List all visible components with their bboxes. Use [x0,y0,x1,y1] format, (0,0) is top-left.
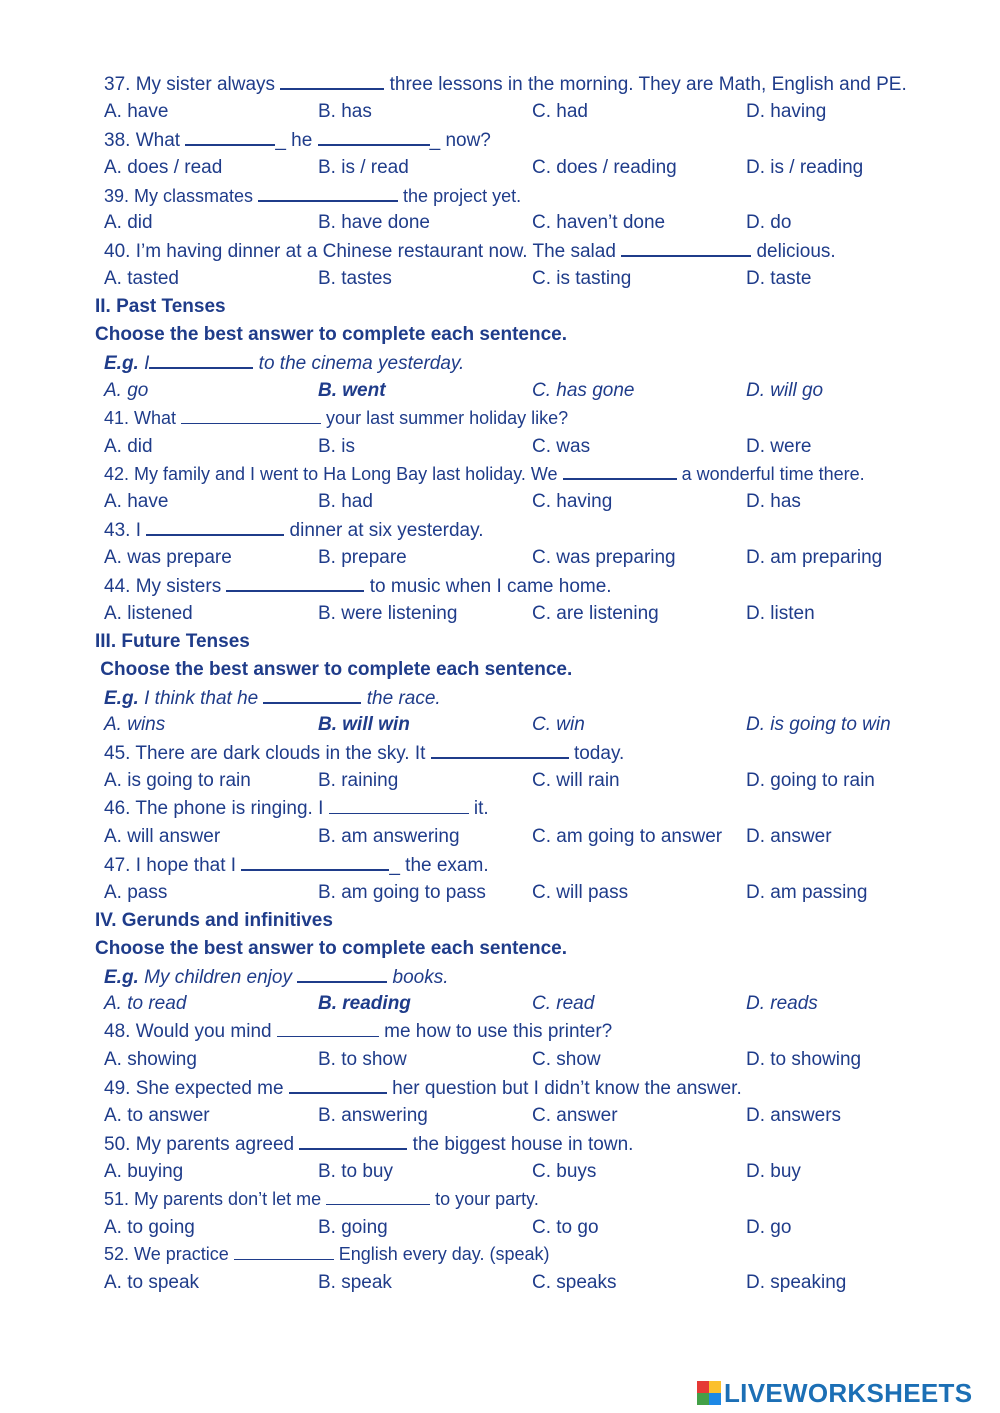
question [0,739,1000,767]
question [0,1018,1000,1046]
question-text: a wonderful time there. [676,464,865,485]
answer-option[interactable]: B. tastes [318,268,392,290]
answer-blank[interactable] [326,1186,430,1205]
answer-option[interactable]: A. to answer [104,1104,210,1126]
answer-option[interactable]: B. were listening [318,602,458,624]
question-text: English every day. (speak) [333,1244,550,1265]
answer-option[interactable]: D. am passing [746,881,868,903]
question-text: I [138,352,150,374]
question-text: the race. [361,687,441,709]
answer-option[interactable]: A. will answer [104,826,221,848]
answer-option[interactable]: B. had [318,491,373,513]
answer-blank[interactable] [299,1130,407,1150]
question-text: 47. I hope that I [104,854,242,876]
answer-option[interactable]: A. was prepare [104,547,232,569]
question [0,851,1000,879]
answer-options [0,154,1000,182]
example-option: B. went [318,379,386,401]
answer-options [0,265,1000,293]
question [0,1074,1000,1102]
answer-options [0,1158,1000,1186]
answer-option[interactable]: C. had [532,100,588,122]
answer-option[interactable]: A. tasted [104,268,179,290]
answer-blank[interactable] [181,405,321,424]
question-text: 39. My classmates [104,185,259,206]
example-label: E.g. [104,352,139,374]
answer-option[interactable]: B. am answering [318,826,460,848]
answer-option[interactable]: B. going [318,1216,388,1238]
answer-option[interactable]: A. to speak [104,1272,200,1294]
question-text: My children enjoy [138,966,298,988]
example-option: D. is going to win [746,714,891,736]
answer-blank[interactable] [277,1018,379,1037]
question-text: 41. What [104,407,182,428]
answer-option[interactable]: D. taste [746,268,812,290]
question-text: the project yet. [398,185,522,206]
answer-option[interactable]: C. haven’t done [532,212,666,234]
answer-options [0,1269,1000,1297]
answer-blank[interactable] [289,1074,387,1094]
liveworksheets-logo-text: LIVEWORKSHEETS [724,1377,973,1408]
question-text: _ he [275,129,318,151]
answer-option[interactable]: C. does / reading [532,156,677,178]
answer-option[interactable]: D. do [746,212,792,234]
answer-option[interactable]: A. to going [104,1216,195,1238]
answer-option[interactable]: D. were [746,435,812,457]
answer-options [0,1214,1000,1242]
answer-option[interactable]: A. pass [104,881,168,903]
answer-option[interactable]: B. answering [318,1104,428,1126]
question-text: 45. There are dark clouds in the sky. It [104,743,431,765]
question-text: 37. My sister always [104,74,281,95]
example-sentence [0,684,1000,712]
question [0,1186,1000,1214]
question-text: _ now? [429,129,491,151]
question-text: her question but I didn’t know the answer. [386,1078,742,1100]
question-text: dinner at six yesterday. [284,520,484,542]
question-text: to music when I came home. [364,576,612,598]
answer-option[interactable]: C. buys [532,1160,597,1182]
answer-blank[interactable] [280,70,384,90]
answer-option[interactable]: B. speak [318,1272,392,1294]
worksheet [0,70,1000,1297]
answer-option[interactable]: B. to buy [318,1160,393,1182]
answer-options [0,823,1000,851]
question-text: 43. I [104,520,147,542]
liveworksheets-logo [697,1377,972,1409]
answer-option[interactable]: D. has [746,491,801,513]
question-text: delicious. [751,241,836,263]
answer-option[interactable]: D. having [746,100,827,122]
answer-options [0,209,1000,237]
answer-blank[interactable] [329,795,469,814]
example-option: B. will win [318,714,410,736]
answer-option[interactable]: A. showing [104,1049,197,1071]
question-text: three lessons in the morning. They are Math, English and PE. [384,74,907,95]
answer-option[interactable]: D. answer [746,826,832,848]
answer-option[interactable]: A. listened [104,602,193,624]
answer-blank[interactable] [431,739,569,759]
answer-option[interactable]: B. has [318,100,372,122]
answer-option[interactable]: A. have [104,100,169,122]
answer-option[interactable]: C. having [532,491,613,513]
answer-option[interactable]: A. does / read [104,156,223,178]
example-option: A. wins [104,714,166,736]
answer-options [0,433,1000,461]
question [0,182,1000,210]
section-heading: IV. Gerunds and infinitives [95,909,333,931]
answer-option[interactable]: A. did [104,212,153,234]
answer-option[interactable]: C. is tasting [532,268,632,290]
question-text: 38. What [104,129,186,151]
question-text: 40. I’m having dinner at a Chinese restaurant now. The salad [104,241,622,263]
answer-option[interactable]: C. will pass [532,881,629,903]
answer-option[interactable]: A. is going to rain [104,770,251,792]
answer-option[interactable]: D. is / reading [746,156,864,178]
question-text: to your party. [430,1188,539,1209]
answer-blank[interactable] [241,851,389,871]
answer-option[interactable]: C. was preparing [532,547,676,569]
liveworksheets-logo-icon [697,1381,721,1405]
answer-blank[interactable] [318,126,430,146]
question-text: 51. My parents don’t let me [104,1188,327,1209]
example-option: D. reads [746,993,818,1015]
answer-option[interactable]: C. was [532,435,591,457]
example-option: B. reading [318,993,411,1015]
example-option: C. has gone [532,379,635,401]
answer-option[interactable]: D. buy [746,1160,801,1182]
answer-blank[interactable] [621,237,751,257]
section-heading: III. Future Tenses [95,630,250,652]
example-label: E.g. [104,966,139,988]
question-text: it. [468,798,489,820]
answer-option[interactable]: D. am preparing [746,547,883,569]
answer-option[interactable]: A. did [104,435,153,457]
answer-option[interactable]: B. have done [318,212,430,234]
example-sentence [0,963,1000,991]
question [0,70,1000,98]
example-options [0,990,1000,1018]
answer-option[interactable]: B. to show [318,1049,407,1071]
example-option: A. go [104,379,149,401]
example-options [0,711,1000,739]
question-text: _ the exam. [389,854,489,876]
question [0,405,1000,433]
answer-option[interactable]: C. to go [532,1216,599,1238]
question [0,237,1000,265]
example-options [0,377,1000,405]
answer-option[interactable]: C. answer [532,1104,618,1126]
example-option: C. read [532,993,595,1015]
section-heading: II. Past Tenses [95,296,226,318]
question [0,516,1000,544]
answer-options [0,1102,1000,1130]
answer-option[interactable]: A. have [104,491,169,513]
answer-option[interactable]: B. is / read [318,156,409,178]
example-label: E.g. [104,687,139,709]
answer-options [0,600,1000,628]
answer-option[interactable]: C. speaks [532,1272,617,1294]
section-instruction: Choose the best answer to complete each sentence. [95,324,567,346]
question-text: 48. Would you mind [104,1021,277,1043]
question-text: I think that he [138,687,264,709]
answer-options [0,544,1000,572]
section-instruction: Choose the best answer to complete each sentence. [95,937,567,959]
question-text: your last summer holiday like? [321,407,569,428]
question [0,460,1000,488]
answer-blank[interactable] [263,684,361,704]
answer-blank[interactable] [146,516,284,536]
answer-blank[interactable] [563,460,677,480]
answer-options [0,879,1000,907]
question-text: the biggest house in town. [407,1133,634,1155]
answer-option[interactable]: D. speaking [746,1272,847,1294]
answer-blank[interactable] [149,349,253,369]
question-text: 44. My sisters [104,576,227,598]
answer-option[interactable]: B. raining [318,770,399,792]
question [0,126,1000,154]
answer-option[interactable]: C. am going to answer [532,826,723,848]
answer-option[interactable]: D. go [746,1216,792,1238]
question-text: me how to use this printer? [378,1021,613,1043]
question [0,1241,1000,1269]
question [0,795,1000,823]
answer-blank[interactable] [185,126,275,146]
example-option: D. will go [746,379,824,401]
answer-blank[interactable] [226,572,364,592]
answer-options [0,1046,1000,1074]
example-option: C. win [532,714,585,736]
answer-option[interactable]: D. going to rain [746,770,875,792]
answer-options [0,767,1000,795]
answer-option[interactable]: B. is [318,435,355,457]
question [0,572,1000,600]
question-text: 50. My parents agreed [104,1133,300,1155]
question-text: 52. We practice [104,1244,234,1265]
section-instruction: Choose the best answer to complete each sentence. [95,658,573,680]
question-text: 49. She expected me [104,1078,289,1100]
answer-option[interactable]: A. buying [104,1160,184,1182]
answer-option[interactable]: B. prepare [318,547,407,569]
answer-option[interactable]: C. will rain [532,770,620,792]
answer-option[interactable]: D. answers [746,1104,842,1126]
question-text: today. [568,743,625,765]
example-option: A. to read [104,993,187,1015]
answer-option[interactable]: D. listen [746,602,815,624]
answer-blank[interactable] [234,1241,334,1260]
answer-option[interactable]: C. are listening [532,602,659,624]
answer-blank[interactable] [258,182,398,202]
answer-option[interactable]: C. show [532,1049,601,1071]
question-text: to the cinema yesterday. [253,352,465,374]
question-text: 46. The phone is ringing. I [104,798,329,820]
question-text: books. [387,966,449,988]
answer-options [0,488,1000,516]
answer-option[interactable]: B. am going to pass [318,881,486,903]
question-text: 42. My family and I went to Ha Long Bay last holiday. We [104,464,563,485]
answer-options [0,98,1000,126]
answer-blank[interactable] [297,963,387,983]
example-sentence [0,349,1000,377]
question [0,1130,1000,1158]
answer-option[interactable]: D. to showing [746,1049,862,1071]
